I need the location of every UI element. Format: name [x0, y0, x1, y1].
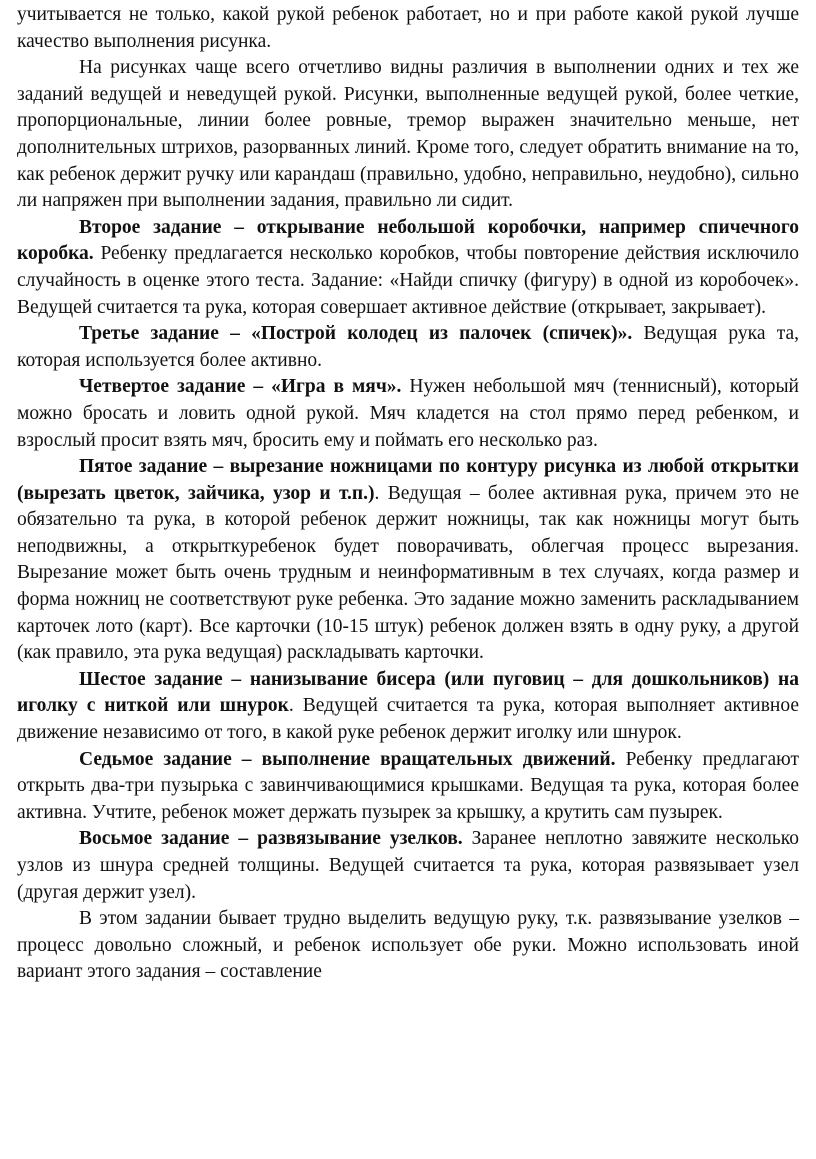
paragraph-task-3: [17, 321, 799, 374]
paragraph-text: Ребенку предлагают открыть два-три пузырька с завинчивающимися крышками. Ведущая та рука, которая более активна. Учтите, ребенок может держать пузырек за крышку, а крутить сам пузырек.: [17, 748, 799, 823]
paragraph-text: Заранее неплотно завяжите несколько узлов из шнура средней толщины. Ведущей считается та рука, которая развязывает узел (другая держит узел).: [17, 828, 799, 903]
task-heading: Восьмое задание – развязывание узелков.: [79, 828, 463, 850]
task-heading: Третье задание – «Построй колодец из палочек (спичек)».: [79, 323, 633, 345]
task-heading: Четвертое задание – «Игра в мяч».: [79, 376, 402, 398]
paragraph-text: В этом задании бывает трудно выделить ведущую руку, т.к. развязывание узелков – процесс довольно сложный, и ребенок использует обе руки. Можно использовать иной вариант этого задания – составление: [17, 908, 799, 983]
paragraph-text: учитывается не только, какой рукой ребенок работает, но и при работе какой рукой лучше качество выполнения рисунка.: [17, 4, 799, 52]
task-heading: Шестое задание – нанизывание бисера (или пуговиц – для дошкольников) на иголку с ниткой или шнурок: [17, 668, 799, 717]
paragraph-continuation: [17, 2, 799, 55]
paragraph-task-7: [17, 747, 799, 827]
paragraph-text: На рисунках чаще всего отчетливо видны различия в выполнении одних и тех же заданий ведущей и неведущей рукой. Рисунки, выполненные ведущей рукой, более четкие, пропорциональные, линии более ровные, тремор выражен значительно меньше, нет дополнительных штрихов, разорванных линий. Кроме того, следует обратить внимание на то, как ребенок держит ручку или карандаш (правильно, удобно, неправильно, неудобно), сильно ли напряжен при выполнении задания, правильно ли сидит.: [17, 57, 799, 212]
paragraph-text: Нужен небольшой мяч (теннисный), который можно бросать и ловить одной рукой. Мяч кладется на стол прямо перед ребенком, и взрослый просит взять мяч, бросить ему и поймать его несколько раз.: [17, 376, 799, 451]
document-page: [17, 2, 799, 986]
paragraph-drawings: [17, 55, 799, 215]
paragraph-text: . Ведущей считается та рука, которая выполняет активное движение независимо от того, в какой руке ребенок держит иголку или шнурок.: [17, 695, 799, 744]
paragraph-text: Ведущая рука та, которая используется более активно.: [17, 323, 799, 371]
task-heading: Второе задание – открывание небольшой коробочки, например спичечного коробка.: [17, 216, 799, 265]
paragraph-task-8: [17, 826, 799, 906]
paragraph-text: Ребенку предлагается несколько коробков, чтобы повторение действия исключило случайность в оценке этого теста. Задание: «Найди спичку (фигуру) в одной из коробочек». Ведущей считается та рука, которая совершает активное действие (открывает, закрывает).: [17, 243, 799, 318]
paragraph-task-6: [17, 667, 799, 747]
paragraph-task-5: [17, 454, 799, 667]
paragraph-variant: [17, 906, 799, 986]
task-heading: Седьмое задание – выполнение вращательных движений.: [79, 748, 616, 770]
task-heading: Пятое задание – вырезание ножницами по контуру рисунка из любой открытки (вырезать цветок, зайчика, узор и т.п.): [17, 456, 799, 504]
paragraph-task-4: [17, 374, 799, 454]
paragraph-text: . Ведущая – более активная рука, причем это не обязательно та рука, в которой ребенок держит ножницы, так как ножницы могут быть неподвижны, а открыткуребенок будет поворачивать, облегчая процесс вырезания. Вырезание может быть очень трудным и неинформативным в тех случаях, когда размер и форма ножниц не соответствуют руке ребенка. Это задание можно заменить раскладыванием карточек лото (карт). Все карточки (10-15 штук) ребенок должен взять в одну руку, а другой (как правило, эта рука ведущая) раскладывать карточки.: [17, 482, 799, 664]
paragraph-task-2: [17, 215, 799, 321]
